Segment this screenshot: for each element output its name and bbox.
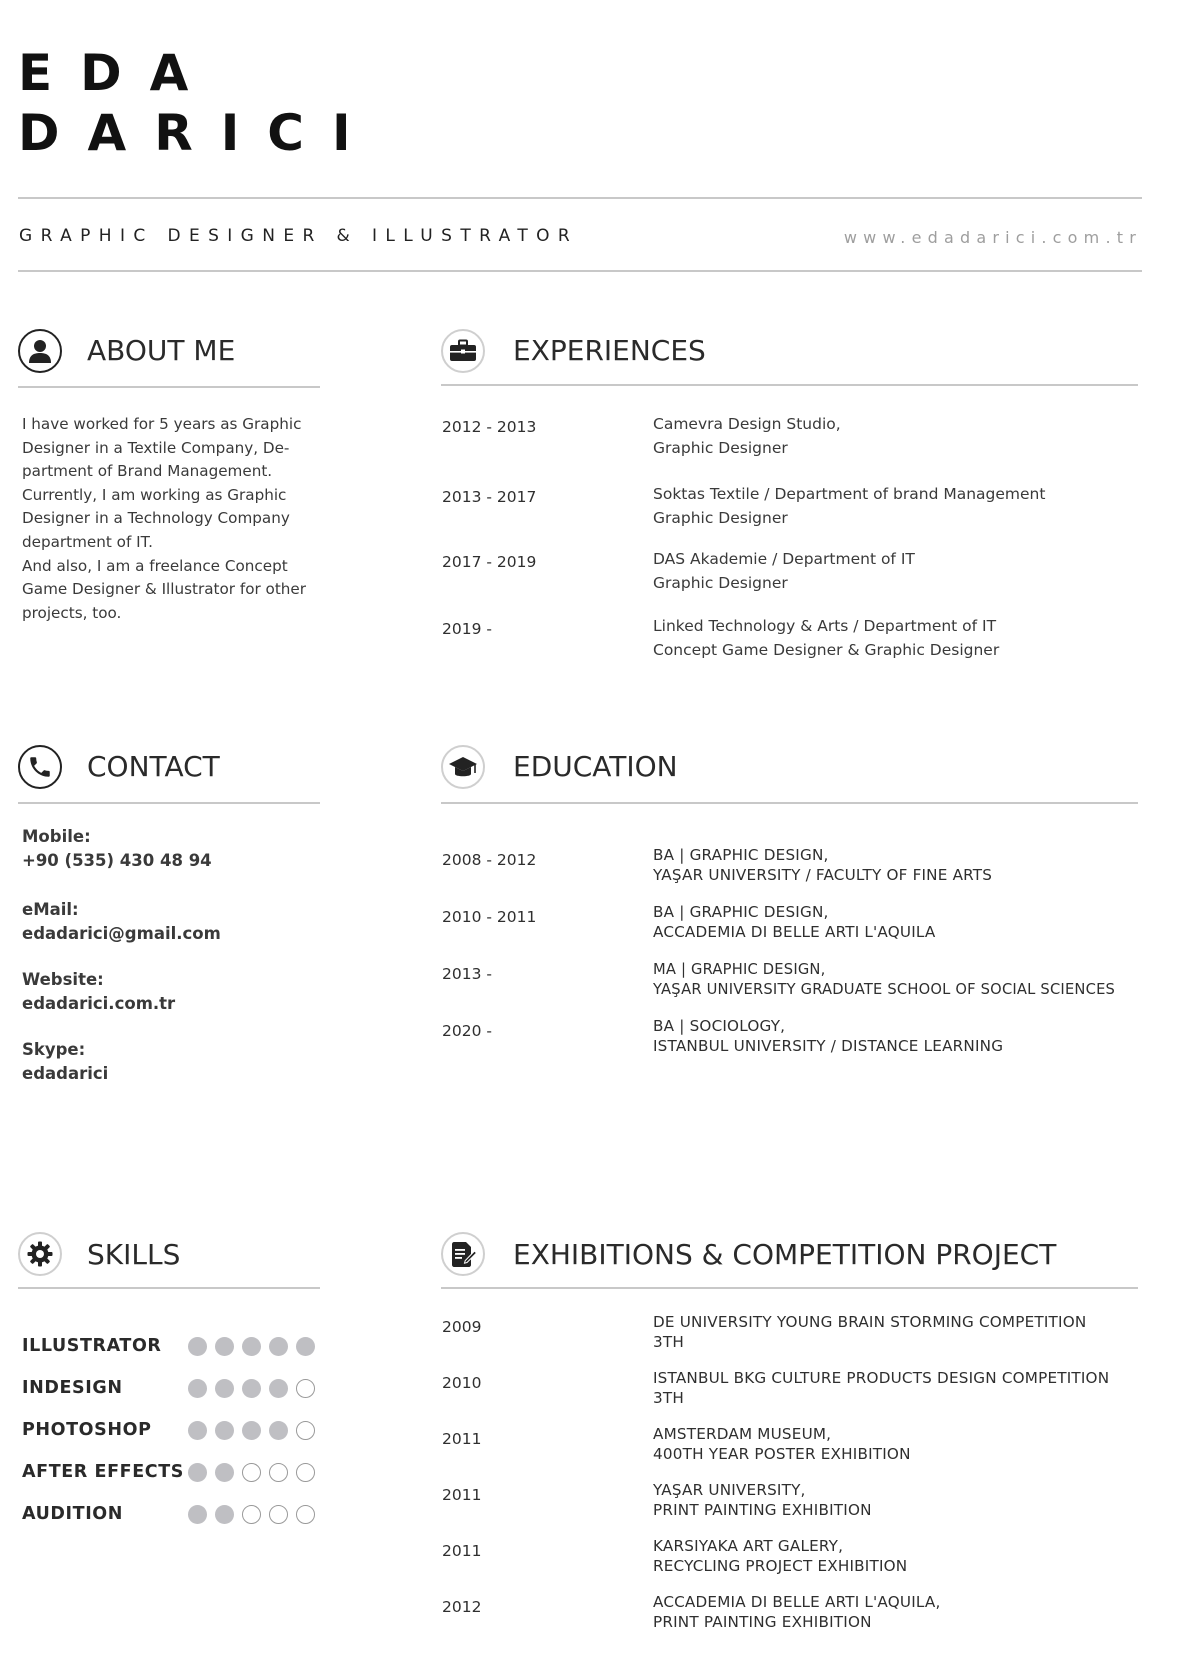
last-name: DARICI <box>18 104 379 162</box>
mobile-value[interactable]: +90 (535) 430 48 94 <box>22 851 212 870</box>
about-line: And also, I am a freelance Concept <box>22 556 288 575</box>
exhibition-year: 2009 <box>442 1318 482 1336</box>
exhibition-year: 2011 <box>442 1430 482 1448</box>
exhibition-detail: RECYCLING PROJECT EXHIBITION <box>653 1556 908 1575</box>
experience-date: 2012 - 2013 <box>442 418 537 436</box>
education-divider <box>441 802 1138 804</box>
skill-dot-filled <box>215 1463 234 1482</box>
job-subtitle: GRAPHIC DESIGNER & ILLUSTRATOR <box>19 226 579 246</box>
about-text <box>22 413 322 625</box>
contact-title: CONTACT <box>87 750 220 783</box>
skill-dot-filled <box>242 1379 261 1398</box>
skill-dot-filled <box>296 1337 315 1356</box>
education-school: YAŞAR UNIVERSITY GRADUATE SCHOOL OF SOCIAL SCIENCES <box>653 980 1116 998</box>
about-line: Designer in a Textile Company, De- <box>22 438 290 457</box>
education-date: 2008 - 2012 <box>442 851 537 869</box>
skill-dot-empty <box>296 1379 315 1398</box>
exhibition-detail: PRINT PAINTING EXHIBITION <box>653 1500 872 1519</box>
contact-item <box>22 825 212 873</box>
skill-dot-empty <box>269 1505 288 1524</box>
person-icon <box>18 329 62 373</box>
skill-dot-empty <box>296 1505 315 1524</box>
header-bottom-divider <box>18 270 1142 272</box>
about-line: Currently, I am working as Graphic <box>22 485 287 504</box>
skill-dot-filled <box>269 1337 288 1356</box>
experience-entry <box>653 615 999 662</box>
skill-dot-filled <box>188 1421 207 1440</box>
skill-level-dots <box>188 1505 315 1524</box>
experiences-divider <box>441 384 1138 386</box>
skill-level-dots <box>188 1379 315 1398</box>
document-edit-icon <box>441 1232 485 1276</box>
experience-company: Camevra Design Studio, <box>653 415 841 433</box>
exhibition-entry <box>653 1481 872 1520</box>
about-line: department of IT. <box>22 532 153 551</box>
about-title: ABOUT ME <box>87 334 236 367</box>
exhibition-year: 2011 <box>442 1486 482 1504</box>
education-school: YAŞAR UNIVERSITY / FACULTY OF FINE ARTS <box>653 865 993 884</box>
skill-row <box>22 1460 327 1484</box>
about-line: Game Designer & Illustrator for other <box>22 580 307 599</box>
skill-dot-filled <box>188 1463 207 1482</box>
education-school: ACCADEMIA DI BELLE ARTI L'AQUILA <box>653 922 936 941</box>
skype-value[interactable]: edadarici <box>22 1064 109 1083</box>
contact-label: Mobile: <box>22 827 91 846</box>
skill-dot-filled <box>269 1421 288 1440</box>
about-line: I have worked for 5 years as Graphic <box>22 415 302 433</box>
skill-row <box>22 1418 327 1442</box>
exhibition-name: AMSTERDAM MUSEUM, <box>653 1425 832 1443</box>
website-value[interactable]: edadarici.com.tr <box>22 994 176 1013</box>
skill-dot-empty <box>296 1463 315 1482</box>
experience-entry <box>653 483 1045 530</box>
education-entry <box>653 1017 1003 1056</box>
header-top-divider <box>18 197 1142 199</box>
skill-dot-empty <box>242 1505 261 1524</box>
skills-title: SKILLS <box>87 1238 181 1271</box>
experience-entry <box>653 413 841 460</box>
skill-level-dots <box>188 1463 315 1482</box>
contact-item <box>22 898 221 946</box>
exhibition-name: ISTANBUL BKG CULTURE PRODUCTS DESIGN COMPETITION <box>653 1369 1110 1387</box>
skill-row <box>22 1502 327 1526</box>
exhibitions-divider <box>441 1287 1138 1289</box>
experience-company: DAS Akademie / Department of IT <box>653 550 915 568</box>
exhibition-year: 2011 <box>442 1542 482 1560</box>
exhibition-name: KARSIYAKA ART GALERY, <box>653 1537 844 1555</box>
education-degree: BA | GRAPHIC DESIGN, <box>653 846 829 864</box>
contact-divider <box>18 802 320 804</box>
email-value[interactable]: edadarici@gmail.com <box>22 924 221 943</box>
briefcase-icon <box>441 329 485 373</box>
skill-dot-empty <box>296 1421 315 1440</box>
exhibition-entry <box>653 1593 941 1632</box>
contact-label: Website: <box>22 970 104 989</box>
about-line: projects, too. <box>22 603 122 622</box>
experience-role: Graphic Designer <box>653 438 788 457</box>
skill-name: PHOTOSHOP <box>22 1420 152 1440</box>
exhibition-year: 2010 <box>442 1374 482 1392</box>
first-name: EDA <box>18 44 217 102</box>
experiences-title: EXPERIENCES <box>513 334 706 367</box>
experience-role: Graphic Designer <box>653 508 788 527</box>
skill-dot-filled <box>188 1379 207 1398</box>
about-line: Designer in a Technology Company <box>22 509 290 528</box>
education-degree: BA | GRAPHIC DESIGN, <box>653 903 829 921</box>
exhibitions-title: EXHIBITIONS & COMPETITION PROJECT <box>513 1238 1057 1271</box>
education-title: EDUCATION <box>513 750 678 783</box>
skill-dot-filled <box>242 1421 261 1440</box>
skill-row <box>22 1334 327 1358</box>
exhibition-entry <box>653 1425 911 1464</box>
contact-label: eMail: <box>22 900 79 919</box>
skill-dot-filled <box>215 1421 234 1440</box>
experience-role: Graphic Designer <box>653 573 788 592</box>
experience-date: 2013 - 2017 <box>442 488 537 506</box>
exhibition-name: DE UNIVERSITY YOUNG BRAIN STORMING COMPETITION <box>653 1313 1087 1331</box>
exhibition-name: ACCADEMIA DI BELLE ARTI L'AQUILA, <box>653 1593 941 1611</box>
education-degree: BA | SOCIOLOGY, <box>653 1017 786 1035</box>
about-divider <box>18 386 320 388</box>
exhibition-name: YAŞAR UNIVERSITY, <box>653 1481 806 1499</box>
experience-company: Linked Technology & Arts / Department of IT <box>653 617 997 635</box>
about-line: partment of Brand Management. <box>22 462 273 481</box>
contact-label: Skype: <box>22 1040 86 1059</box>
experience-entry <box>653 548 915 595</box>
skill-dot-filled <box>269 1379 288 1398</box>
exhibition-entry <box>653 1537 907 1576</box>
education-entry <box>653 960 1115 999</box>
gear-icon <box>18 1232 62 1276</box>
education-date: 2020 - <box>442 1022 492 1040</box>
education-date: 2010 - 2011 <box>442 908 537 926</box>
education-date: 2013 - <box>442 965 492 983</box>
education-entry <box>653 846 992 885</box>
experience-date: 2019 - <box>442 620 492 638</box>
skill-dot-filled <box>242 1337 261 1356</box>
education-degree: MA | GRAPHIC DESIGN, <box>653 961 826 978</box>
exhibition-year: 2012 <box>442 1598 482 1616</box>
education-school: ISTANBUL UNIVERSITY / DISTANCE LEARNING <box>653 1036 1004 1055</box>
experience-date: 2017 - 2019 <box>442 553 537 571</box>
skill-row <box>22 1376 327 1400</box>
skill-name: INDESIGN <box>22 1378 123 1398</box>
experience-role: Concept Game Designer & Graphic Designer <box>653 640 1000 659</box>
skill-dot-empty <box>242 1463 261 1482</box>
website-link[interactable]: www.edadarici.com.tr <box>843 228 1142 247</box>
skill-dot-filled <box>188 1337 207 1356</box>
exhibition-detail: 3TH <box>653 1388 684 1407</box>
skill-dot-filled <box>215 1505 234 1524</box>
exhibition-detail: 400TH YEAR POSTER EXHIBITION <box>653 1444 911 1463</box>
skill-level-dots <box>188 1421 315 1440</box>
phone-icon <box>18 745 62 789</box>
contact-item <box>22 968 175 1016</box>
skill-name: AUDITION <box>22 1504 124 1524</box>
experience-company: Soktas Textile / Department of brand Management <box>653 485 1046 503</box>
skill-level-dots <box>188 1337 315 1356</box>
skill-name: AFTER EFFECTS <box>22 1462 184 1482</box>
exhibition-entry <box>653 1369 1109 1408</box>
skills-divider <box>18 1287 320 1289</box>
skill-dot-filled <box>188 1505 207 1524</box>
exhibition-detail: 3TH <box>653 1332 684 1351</box>
skill-name: ILLUSTRATOR <box>22 1336 162 1356</box>
graduation-cap-icon <box>441 745 485 789</box>
contact-item <box>22 1038 108 1086</box>
exhibition-detail: PRINT PAINTING EXHIBITION <box>653 1612 872 1631</box>
education-entry <box>653 903 936 942</box>
skill-dot-empty <box>269 1463 288 1482</box>
exhibition-entry <box>653 1313 1086 1352</box>
skill-dot-filled <box>215 1379 234 1398</box>
skill-dot-filled <box>215 1337 234 1356</box>
